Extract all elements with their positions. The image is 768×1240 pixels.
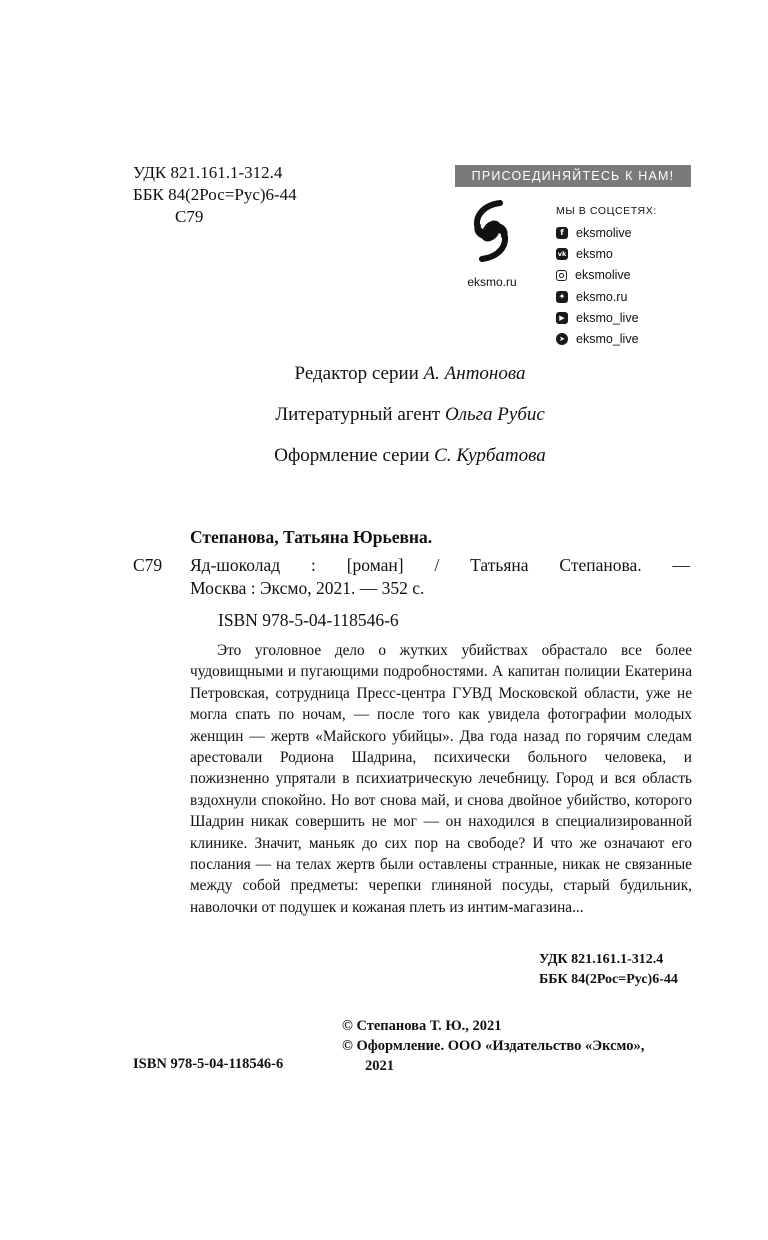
bbk-code: ББК 84(2Рос=Рус)6-44 xyxy=(133,185,297,204)
copyright-design: © Оформление. ООО «Издательство «Эксмо», xyxy=(342,1038,645,1054)
youtube-icon: ▶ xyxy=(556,312,568,324)
instagram-icon xyxy=(556,270,567,281)
social-item-instagram[interactable] xyxy=(556,265,639,286)
record-author: Степанова, Татьяна Юрьевна. xyxy=(190,527,433,547)
social-item-vk[interactable] xyxy=(556,243,639,264)
social-label: eksmolive xyxy=(575,268,631,283)
site-link[interactable]: eksmo.ru xyxy=(467,275,517,289)
udk-code-bottom: УДК 821.161.1-312.4 xyxy=(539,952,664,967)
record-code: С79 xyxy=(133,555,163,575)
annotation-text: Это уголовное дело о жутких убийствах обрастало все более чудовищными и пугающими подробностями. А капитан полиции Екатерина Петровская, сотрудница Пресс-центра ГУВД Московской области, уже не могла спать по ночам, — после того как увидела фотографии молодых женщин — жертв «Майского убийцы». Два года назад по горячим следам арестовали Родиона Шадрина, психически больного человека, и пожизненно упрятали в психиатрическую лечебницу. Город и вся область вздохнули спокойно. Но вот снова май, и снова двойное убийство, которого Шадрин никак совершить не мог — он находился в специализированной клинике. Значит, маньяк до сих пор на свободе? И что же означают его послания — на телах жертв были оставлены странные, никак не связанные между собой предметы: черепки глиняной посуды, старый будильник, наволочки от подушек и кожаная плеть из интим-магазина... xyxy=(190,642,692,916)
record-isbn: ISBN 978-5-04-118546-6 xyxy=(218,610,399,630)
copyright-design-year: 2021 xyxy=(365,1058,394,1074)
record-title-line2: Москва : Эксмо, 2021. — 352 с. xyxy=(190,578,425,598)
eksmo-logo-icon xyxy=(470,200,512,262)
social-item-odnoklassniki[interactable] xyxy=(556,286,639,307)
udk-code: УДК 821.161.1-312.4 xyxy=(133,163,283,182)
social-item-facebook[interactable] xyxy=(556,222,639,243)
social-label: eksmolive xyxy=(576,225,632,240)
literary-agent-name: Ольга Рубис xyxy=(444,404,545,425)
bbk-code-bottom: ББК 84(2Рос=Рус)6-44 xyxy=(539,972,678,987)
social-label: eksmo_live xyxy=(576,310,639,325)
isbn-bottom: ISBN 978-5-04-118546-6 xyxy=(133,1056,284,1072)
vk-icon: vk xyxy=(557,249,567,258)
telegram-icon: ➤ xyxy=(556,333,568,345)
series-design-name: С. Курбатова xyxy=(434,445,546,466)
social-label: eksmo_live xyxy=(576,332,639,347)
series-design-credit xyxy=(0,445,768,467)
social-item-youtube[interactable] xyxy=(556,307,639,328)
copyright-block xyxy=(342,1016,692,1076)
classification-block xyxy=(133,162,297,228)
join-us-banner: ПРИСОЕДИНЯЙТЕСЬ К НАМ! xyxy=(455,165,691,187)
record-title-line1: Яд-шоколад : [роман] / Татьяна Степанова. — xyxy=(190,555,690,575)
series-editor-role: Редактор серии xyxy=(294,363,419,384)
series-design-role: Оформление серии xyxy=(274,445,430,466)
social-label: eksmo.ru xyxy=(576,289,628,304)
author-mark: С79 xyxy=(175,207,204,226)
facebook-icon: f xyxy=(556,227,568,239)
odnoklassniki-icon: ✦ xyxy=(556,291,568,303)
social-list xyxy=(556,222,639,350)
social-item-telegram[interactable] xyxy=(556,328,639,349)
series-editor-credit xyxy=(0,363,768,385)
social-title: МЫ В СОЦСЕТЯХ: xyxy=(556,205,657,217)
series-editor-name: А. Антонова xyxy=(423,363,526,384)
udk-block xyxy=(539,950,678,990)
social-label: eksmo xyxy=(576,246,613,261)
copyright-author: © Степанова Т. Ю., 2021 xyxy=(342,1018,502,1034)
literary-agent-role: Литературный агент xyxy=(275,404,441,425)
literary-agent-credit xyxy=(0,404,768,426)
